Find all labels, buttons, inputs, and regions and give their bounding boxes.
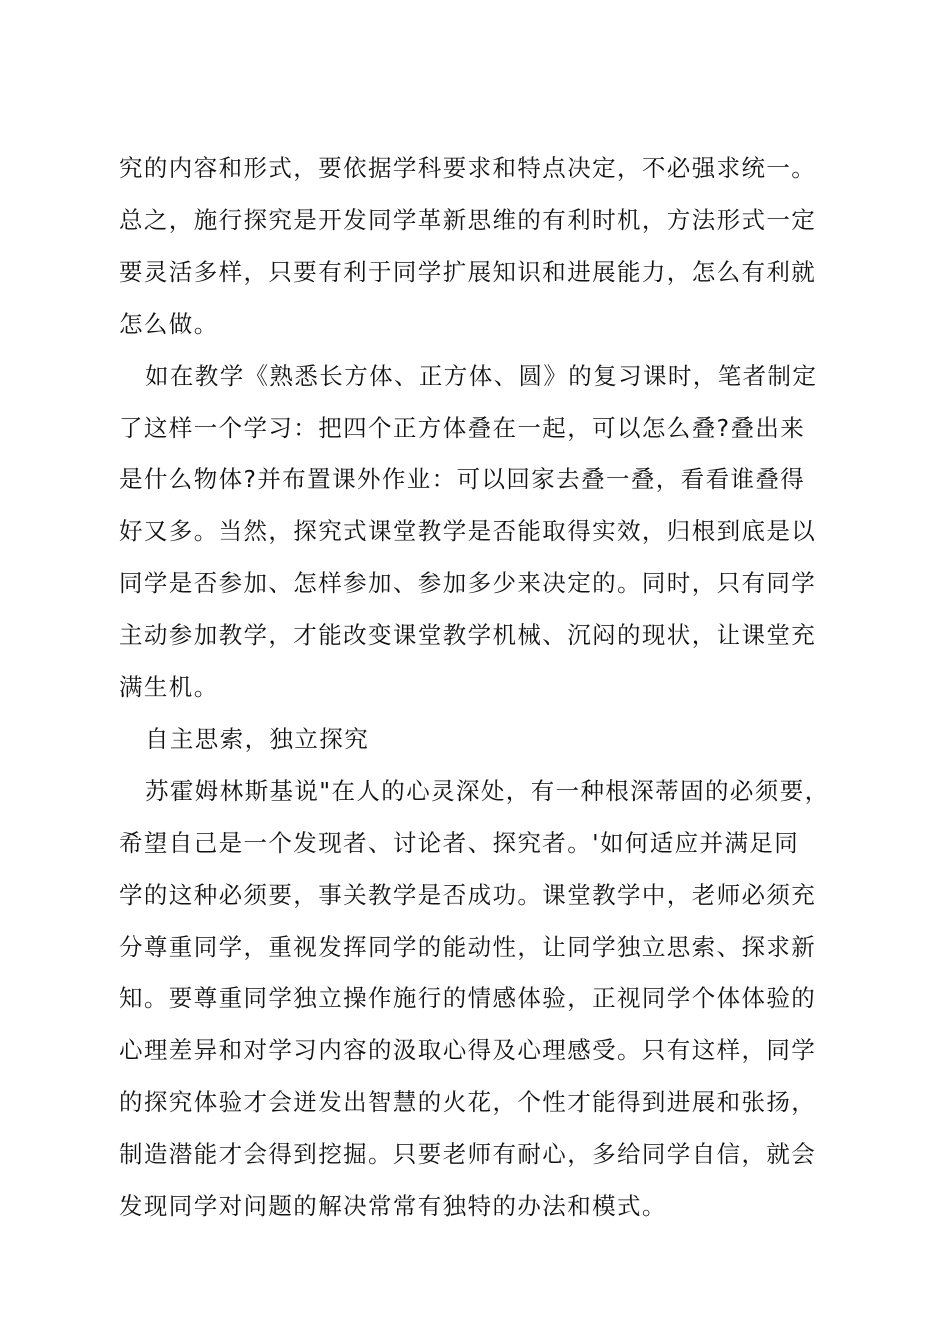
paragraph-2-line-2: 了这样一个学习：把四个正方体叠在一起，可以怎么叠?叠出来 bbox=[119, 414, 806, 442]
paragraph-1-line-4: 怎么做。 bbox=[119, 310, 219, 338]
paragraph-1-line-2: 总之，施行探究是开发同学革新思维的有利时机，方法形式一定 bbox=[119, 206, 817, 234]
paragraph-2-line-3: 是什么物体?并布置课外作业：可以回家去叠一叠，看看谁叠得 bbox=[119, 465, 806, 493]
paragraph-4-line-2: 希望自己是一个发现者、讨论者、探究者。'如何适应并满足同 bbox=[119, 829, 800, 857]
paragraph-4-line-3: 学的这种必须要，事关教学是否成功。课堂教学中，老师必须充 bbox=[119, 881, 817, 909]
paragraph-4-line-7: 的探究体验才会迸发出智慧的火花，个性才能得到进展和张扬， bbox=[119, 1088, 817, 1116]
paragraph-1-line-3: 要灵活多样，只要有利于同学扩展知识和进展能力，怎么有利就 bbox=[119, 258, 817, 286]
paragraph-4-line-8: 制造潜能才会得到挖掘。只要老师有耐心，多给同学自信，就会 bbox=[119, 1140, 817, 1168]
paragraph-2-line-5: 同学是否参加、怎样参加、参加多少来决定的。同时，只有同学 bbox=[119, 569, 817, 597]
paragraph-4-line-6: 心理差异和对学习内容的汲取心得及心理感受。只有这样，同学 bbox=[119, 1036, 817, 1064]
paragraph-4-line-4: 分尊重同学，重视发挥同学的能动性，让同学独立思索、探求新 bbox=[119, 933, 817, 961]
paragraph-4-line-9: 发现同学对问题的解决常常有独特的办法和模式。 bbox=[119, 1192, 667, 1220]
paragraph-2-line-1: 如在教学《熟悉长方体、正方体、圆》的复习课时，笔者制定 bbox=[145, 362, 818, 390]
paragraph-2-line-7: 满生机。 bbox=[119, 673, 219, 701]
paragraph-2-line-4: 好又多。当然，探究式课堂教学是否能取得实效，归根到底是以 bbox=[119, 517, 817, 545]
paragraph-3-line-1: 自主思索，独立探究 bbox=[145, 725, 370, 753]
paragraph-1-line-1: 究的内容和形式，要依据学科要求和特点决定，不必强求统一。 bbox=[119, 154, 817, 182]
paragraph-2-line-6: 主动参加教学，才能改变课堂教学机械、沉闷的现状，让课堂充 bbox=[119, 621, 817, 649]
paragraph-4-line-5: 知。要尊重同学独立操作施行的情感体验，正视同学个体体验的 bbox=[119, 984, 817, 1012]
paragraph-4-line-1: 苏霍姆林斯基说"在人的心灵深处，有一种根深蒂固的必须要， bbox=[145, 777, 830, 805]
